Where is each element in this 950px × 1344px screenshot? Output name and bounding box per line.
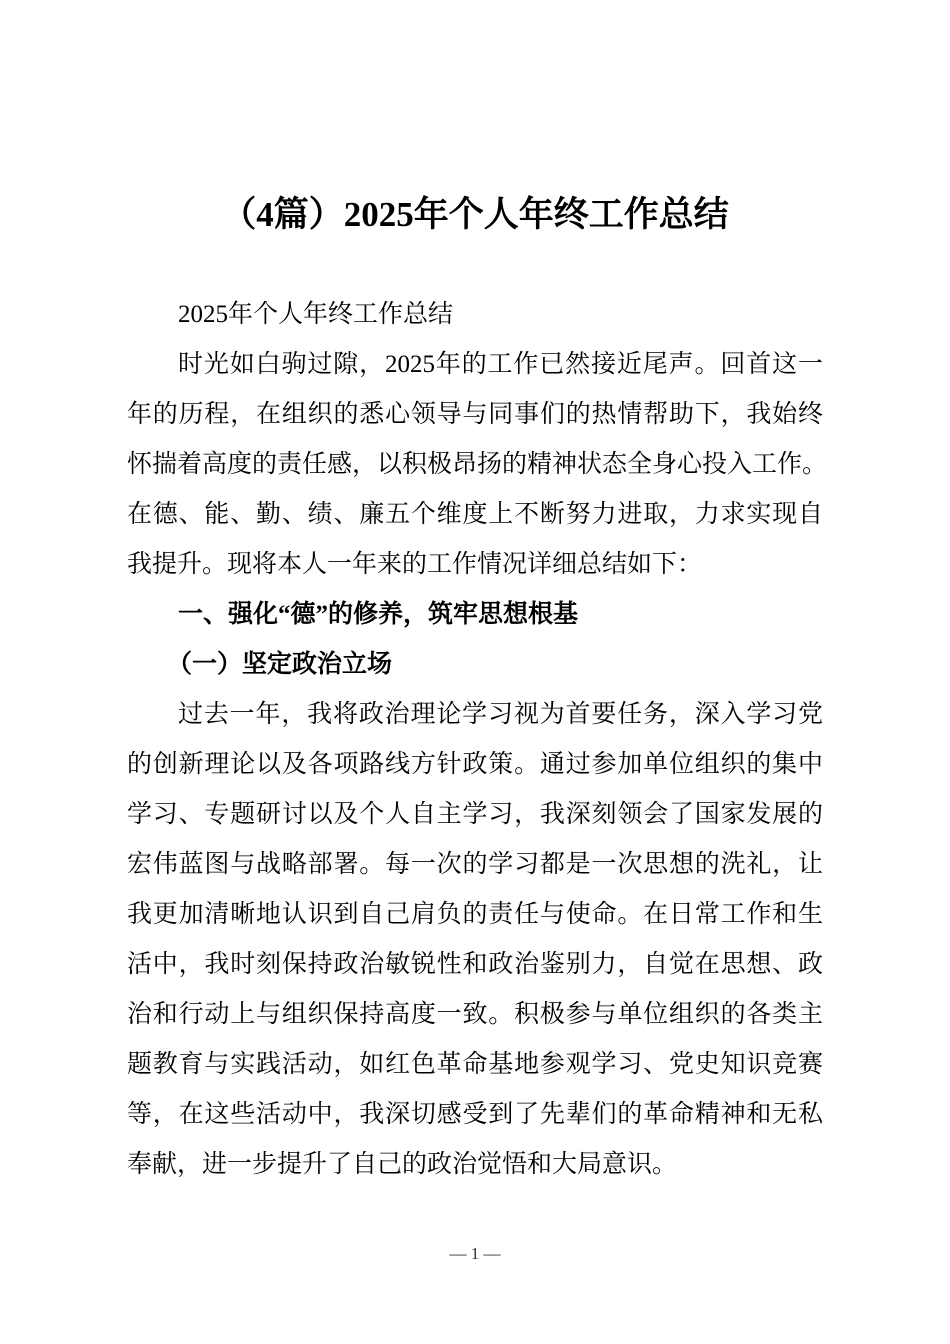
paragraph-line: 学习、专题研讨以及个人自主学习，我深刻领会了国家发展的 <box>127 801 823 828</box>
paragraph-line: 等，在这些活动中，我深切感受到了先辈们的革命精神和无私 <box>127 1101 823 1128</box>
document-body <box>127 290 828 1190</box>
subtitle: 2025年个人年终工作总结 <box>178 301 454 328</box>
intro-line: 怀揣着高度的责任感，以积极昂扬的精神状态全身心投入工作。 <box>127 451 828 478</box>
paragraph-line: 我更加清晰地认识到自己肩负的责任与使命。在日常工作和生 <box>127 901 823 928</box>
intro-line: 我提升。现将本人一年来的工作情况详细总结如下： <box>127 551 703 578</box>
paragraph-line: 治和行动上与组织保持高度一致。积极参与单位组织的各类主 <box>127 1001 823 1028</box>
page-number: — 1 — <box>449 1244 501 1263</box>
paragraph-line: 宏伟蓝图与战略部署。每一次的学习都是一次思想的洗礼，让 <box>127 851 823 878</box>
paragraph-line: 的创新理论以及各项路线方针政策。通过参加单位组织的集中 <box>127 751 823 778</box>
intro-line: 年的历程，在组织的悉心领导与同事们的热情帮助下，我始终 <box>127 401 823 428</box>
intro-line: 时光如白驹过隙，2025年的工作已然接近尾声。回首这一 <box>178 351 823 378</box>
intro-line: 在德、能、勤、绩、廉五个维度上不断努力进取，力求实现自 <box>127 501 823 528</box>
paragraph-line: 活中，我时刻保持政治敏锐性和政治鉴别力，自觉在思想、政 <box>127 951 823 978</box>
paragraph-line: 过去一年，我将政治理论学习视为首要任务，深入学习党 <box>178 701 823 728</box>
section-heading: 一、强化“德”的修养，筑牢思想根基 <box>178 601 579 628</box>
paragraph-line: 奉献，进一步提升了自己的政治觉悟和大局意识。 <box>127 1151 678 1178</box>
document-title: （4篇）2025年个人年终工作总结 <box>221 195 729 234</box>
paragraph-line: 题教育与实践活动，如红色革命基地参观学习、党史知识竞赛 <box>127 1051 823 1078</box>
subsection-heading: （一）坚定政治立场 <box>167 651 393 678</box>
